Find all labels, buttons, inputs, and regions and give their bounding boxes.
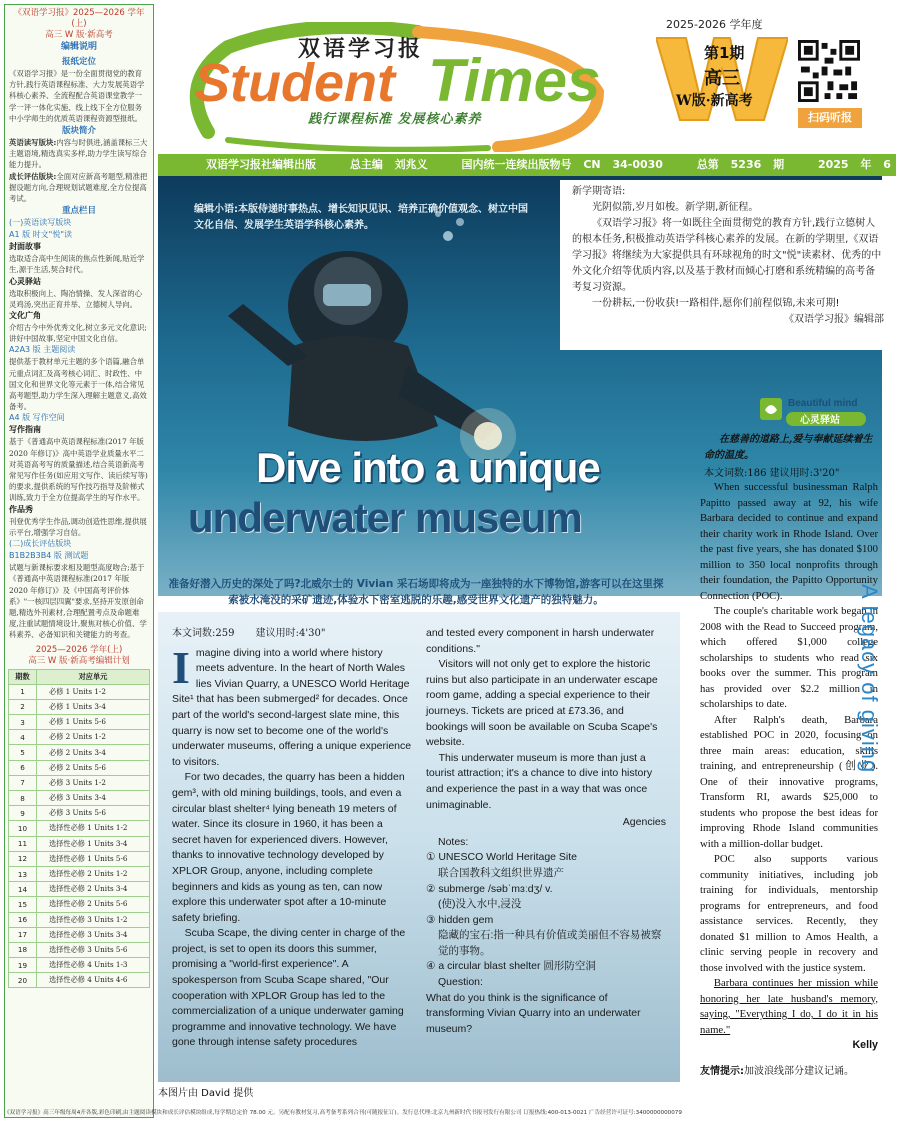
b-tests-text: 试题与新课标要求相及题型高度吻合;基于《普通高中英语课程标准(2017 年版 2020 年修订)》及《中国高考评价体系》"一核四层四翼"要求,坚持开发原创命题,精选外刊素材,合理配置考点及命题难度,注重试题情境设计,聚焦对核心价值、学科素养、必备知识和关键能力的考查。 [9,563,147,640]
grade-label: 高三 [704,68,740,89]
logo-student-word: Student [194,53,395,113]
plan-issue-cell: 5 [9,745,37,760]
plan-row [9,942,150,957]
plan-unit-cell: 选择性必修 2 Units 5-6 [37,897,150,912]
article-notes [426,835,666,1038]
version-growth-text: 全面对应新高考题型,精准把握设题方向,合理规划试题难度,全方位提高考试。 [9,171,148,204]
plan-issue-cell: 10 [9,821,37,836]
right-article-intro: 在慈善的道路上,爱与奉献延续着生命的温度。 [704,434,873,461]
reading-section-label: (一)英语读写版块 [9,218,72,228]
article-paragraph-3-cont: and tested every component in harsh underwater conditions." [426,627,655,655]
plan-unit-cell: 选择性必修 4 Units 1-3 [37,958,150,973]
mind-label: 心灵驿站 [9,276,41,286]
key-columns-heading: 重点栏目 [61,206,96,217]
plan-issue-cell: 6 [9,760,37,775]
editorial-sidebar [4,4,154,1118]
plan-unit-cell: 选择性必修 3 Units 3-4 [37,927,150,942]
plan-issue-cell: 3 [9,715,37,730]
photo-credit: 本图片由 David 提供 [158,1088,254,1099]
plan-row [9,927,150,942]
plan-row [9,715,150,730]
version-growth-label: 成长评估版块: [9,171,57,181]
badge-english-text: Beautiful mind [788,398,858,409]
plan-title: 2025—2026 学年(上) [35,644,123,655]
plan-issue-cell: 7 [9,775,37,790]
plan-header-row [9,669,150,684]
mind-text: 选取积极向上、陶冶情操、发人深省的心灵鸡汤,突出正育并举、立德树人导向。 [9,288,143,309]
version-reading-label: 英语读写版块: [9,138,57,148]
article-paragraph-1 [172,641,412,771]
publish-date-label: 2025 年 6 [817,158,891,171]
plan-issue-cell: 1 [9,684,37,699]
article-paragraph-5: This underwater museum is more than just a tourist attraction; it's a chance to dive into history and experience the past in a way that was once unimaginable. [426,751,653,811]
page-footer: 《双语学习报》高三年级每周4开各版,彩色印刷,由主题阅读模块和成长评估模块组成,每学期总定价 78.00 元。另配有教材复习,高考备考系列合刊(可随报征订)。发行总代理:北京九州新时代书报刊发行有限公司 订报热线:400-013-0021 广告经营许可证号:3400000000079 [4,1110,682,1116]
plan-issue-cell: 2 [9,699,37,714]
plan-unit-cell: 必修 1 Units 1-2 [37,684,150,699]
plan-unit-cell: 选择性必修 3 Units 5-6 [37,942,150,957]
friendly-tip [700,1064,880,1079]
writing-guide-label: 写作指南 [9,425,41,435]
issue-number: 第1期 [704,44,745,62]
plan-unit-cell: 选择性必修 2 Units 3-4 [37,882,150,897]
plan-issue-cell: 14 [9,882,37,897]
sidebar-edition-sub: 高三 W 版·新高考 [45,30,113,40]
note-3: ③ hidden gem [426,913,494,926]
plan-row [9,821,150,836]
growth-section-label: (二)成长评估版块 [9,539,72,549]
plan-row [9,958,150,973]
plan-issue-cell: 19 [9,958,37,973]
notes-heading: Notes: [438,835,469,848]
a1-label: A1 版 时文"悦"读 [9,230,73,240]
versions-heading: 版块简介 [61,126,96,137]
note-2: ② submerge /səbˈmɜːdʒ/ v. [426,882,553,895]
school-year: 2025-2026 学年度 [666,18,763,31]
note-3-cn: 隐藏的宝石:指一种具有价值或美丽但不容易被察觉的事物。 [438,929,662,957]
writing-guide-text: 基于《普通高中英语课程标准(2017 年版 2020 年修订)》高中英语学业质量水平二对英语高考写的质量描述,结合英语新高考常见写作任务(如应用文写作、读后续写等)的要求,提供系统的写作技巧指导及阶梯式训练,致力于全方位提高学生的写作水平。 [9,437,148,503]
plan-unit-cell: 选择性必修 1 Units 5-6 [37,851,150,866]
beautiful-mind-badge [760,392,870,428]
article-column-1 [172,626,412,1051]
plan-unit-cell: 选择性必修 4 Units 4-6 [37,973,150,988]
plan-unit-cell: 必修 1 Units 3-4 [37,699,150,714]
total-issue-label: 总第 5236 期 [696,158,785,171]
article-intro-cn: 准备好潜入历史的深处了吗?北威尔士的 Vivian 采石场即将成为一座独特的水下博物馆,游客可以在这里探索被水淹没的采矿遗迹,体验水下密室逃脱的乐趣,感受世界文化遗产的独特魅力。 [168,578,664,606]
publication-info-bar [158,154,896,176]
article-meta [172,626,412,642]
plan-row [9,775,150,790]
cover-story-label: 封面故事 [9,242,41,252]
note-4: ④ a circular blast shelter 圆形防空洞 [426,960,596,973]
article-column-2 [426,626,666,1037]
plan-issue-cell: 8 [9,791,37,806]
plan-issue-cell: 20 [9,973,37,988]
plan-row [9,791,150,806]
article-paragraph-4: Visitors will not only get to explore the historic ruins but also participate in an underwater escape room game, adding a special experience to their journeys. Tickets are priced at £73.36, and bookings will soon be available on Scuba Scape's website. [426,658,658,749]
right-paragraph-3: After Ralph's death, Barbara established POC in 2020, focusing on three main areas: education, skills training, and entrepreneurship (创业). One of their innovative programs, Transform RI, awards $25,000 to students who propose the best ideas for improving Rhode Island communities with a million-dollar budget. [700,713,878,850]
headline-line-2: underwater museum [188,494,582,541]
publisher-label: 双语学习报社编辑出版 [206,158,316,171]
right-paragraph-1: When successful businessman Ralph Papitto passed away at 92, his wife Barbara decided to continue and expand their charity work in Rhode Island. Over the past five years, she has donated $100 million to 350 local nonprofits through their foundation, the Papitto Opportunity Connection (POC). [700,481,878,602]
plan-issue-cell: 11 [9,836,37,851]
right-article-body [700,480,878,1054]
qr-code-icon[interactable] [798,40,860,102]
a2a3-label: A2A3 版 主题阅读 [9,345,76,355]
plan-unit-cell: 必修 3 Units 5-6 [37,806,150,821]
article-paragraph-2: For two decades, the quarry has been a hidden gem³, with old mining buildings, tools, and even a circular blast shelter⁴ lying beneath 19 meters of water. Since its closure in 1960, it has been a secret haven for experienced divers. However, thanks to innovative technology developed by XPLOR Group, anyone, including complete beginners and kids as young as ten, can now explore this underwater spot after a 10-minute safety briefing. [172,771,405,924]
article-time: 建议用时:4'30" [255,628,326,639]
plan-issue-cell: 17 [9,927,37,942]
plan-row [9,866,150,881]
sidebar-header [5,5,153,55]
culture-text: 介绍古今中外优秀文化,树立多元文化意识;讲好中国故事,坚定中国文化自信。 [9,323,147,344]
tip-text: 加波浪线部分建议记诵。 [744,1066,854,1077]
notice-closing: 一份耕耘,一份收获!一路相伴,愿你们前程似锦,未来可期! [592,298,840,309]
plan-issue-cell: 16 [9,912,37,927]
plan-row [9,699,150,714]
chief-editor-label: 总主编 刘兆义 [349,158,428,171]
notice-greeting: 新学期寄语: [572,186,626,197]
sidebar-edition-line: 《双语学习报》2025—2026 学年(上) [13,8,145,29]
plan-issue-cell: 12 [9,851,37,866]
plan-row [9,806,150,821]
works-label: 作品秀 [9,504,33,514]
plan-unit-cell: 必修 3 Units 1-2 [37,775,150,790]
plan-row [9,851,150,866]
plan-issue-cell: 15 [9,897,37,912]
plan-issue-cell: 13 [9,866,37,881]
masthead [158,4,896,154]
plan-row [9,836,150,851]
badge-chinese-text: 心灵驿站 [800,415,840,426]
right-article-author: Kelly [852,1039,878,1051]
note-2-cn: (使)没入水中,浸没 [438,898,522,911]
logo-times-word: Times [428,47,601,114]
plan-unit-cell: 选择性必修 1 Units 3-4 [37,836,150,851]
plan-row [9,882,150,897]
plan-unit-cell: 选择性必修 2 Units 1-2 [37,866,150,881]
version-reading-text: 内容与时俱进,涵盖课标三大主题语境,精选真实多样,助力学生读写综合能力提升。 [9,138,148,170]
a4-label: A4 版 写作空间 [9,413,65,423]
works-text: 刊登优秀学生作品,调动创造性思维,提供展示平台,增强学习自信。 [9,516,147,537]
positioning-text: 《双语学习报》是一份全面贯彻党的教育方针,践行英语课程标准、大力发展英语学科核心素养、全流程配合英语课堂教学一学一评一体化实施、线上线下全方位服务中小学师生的优质英语课程资源型报纸。 [9,69,145,123]
notice-signature: 《双语学习报》编辑部 [784,314,884,325]
new-semester-notice [560,180,896,350]
plan-unit-cell: 必修 2 Units 3-4 [37,745,150,760]
article-word-count: 本文词数:259 [172,628,235,639]
plan-issue-cell: 9 [9,806,37,821]
b-tests-label: B1B2B3B4 版 测试题 [9,551,89,561]
plan-row [9,684,150,699]
plan-unit-cell: 选择性必修 1 Units 1-2 [37,821,150,836]
plan-row [9,912,150,927]
plan-unit-cell: 必修 1 Units 5-6 [37,715,150,730]
qr-listen-label: 扫码听报 [798,108,862,128]
plan-subtitle: 高三 W 版·新高考编辑计划 [28,655,130,666]
plan-row [9,897,150,912]
plan-row [9,760,150,775]
plan-header-unit: 对应单元 [37,669,150,684]
edition-label: W版·新高考 [676,93,753,109]
cover-story-text: 选取适合高中生阅读的焦点性新闻,贴近学生,源于生活,契合时代。 [9,254,145,275]
article-paragraph-3: Scuba Scape, the diving center in charge of the project, is set to open its doors this summer, promising a "world-first experience". A spokesperson from Scuba Scape shared, "Our cooperation with XPLOR Group has led to the commercialization of a unique underwater gaming programme and innovative technology. We have gone through intense safety procedures [172,927,406,1049]
version-growth [5,171,153,205]
right-article-meta: 本文词数:186 建议用时:3'20" [704,468,840,479]
plan-unit-cell: 必修 2 Units 5-6 [37,760,150,775]
plan-unit-cell: 必修 2 Units 1-2 [37,730,150,745]
article-paragraph-1-text: magine diving into a world where history meets adventure. In the heart of North Wales lies Vivian Quarry, a UNESCO World Heritage Site¹ that has been submerged² for decades. Once part of the world's second-largest slate mine, this quarry is now set to become one of the world's underwater museums, offering a unique experience to visitors. [172,646,412,768]
plan-issue-cell: 18 [9,942,37,957]
sidebar-title: 编辑说明 [60,42,97,52]
plan-unit-cell: 必修 3 Units 3-4 [37,791,150,806]
plan-row [9,745,150,760]
plan-table-body [9,684,150,988]
edition-plan-table [8,669,150,989]
drop-cap: I [172,641,190,693]
notice-body: 《双语学习报》将一如既往全面贯彻党的教育方针,践行立德树人的根本任务,积极推动英语学科核心素养的发展。在新的学期里,《双语学习报》将继续为大家提供具有环球视角的时文"悦"读素材、优秀的中外文化介绍等优质内容,以及基于教材而倾心打磨和系统精编的高考备考复习资源。 [572,218,882,293]
version-reading [5,137,153,171]
note-1: ① UNESCO World Heritage Site [426,851,578,864]
serial-number-label: 国内统一连续出版物号 CN 34-0030 [461,158,663,171]
a2a3-text: 提供基于教材单元主题的多个语篇,融合单元重点词汇及高考核心词汇、时政性、中国文化和世界文化等元素于一体,结合常见高考题型,助力学生深入理解主题意义,高效备考。 [9,357,147,412]
notice-line-1: 光阴似箭,岁月如梭。新学期,新征程。 [592,202,759,213]
tip-label: 友情提示: [700,1066,744,1077]
logo-slogan: 践行课程标准 发展核心素养 [308,112,482,127]
diver-illustration [198,196,528,486]
right-paragraph-5: Barbara continues her mission while honoring her late husband's memory, saying, "Everything I do, I do it in his name." [700,977,878,1036]
plan-issue-cell: 4 [9,730,37,745]
right-paragraph-4: POC also supports various community initiatives, including job training for individuals, mentorship programs for entrepreneurs, and food assistance services. Recently, they donated $1 million to Amos Health, a clinic serving people in recovery and those involved with the justice system. [700,853,878,974]
question-heading: Question: [438,976,483,989]
positioning-heading: 报纸定位 [61,57,96,67]
plan-header-issue: 期数 [9,669,37,684]
logo-chinese-title: 双语学习报 [298,36,424,62]
editor-note: 编辑小语:本版侍递时事热点、增长知识见识、培养正确价值观念、树立中国文化自信、发展学生英语学科核心素养。 [194,204,528,231]
question-text: What do you think is the significance of transforming Vivian Quarry into an underwater museum? [426,991,641,1035]
article-source: Agencies [622,816,666,829]
plan-row [9,973,150,988]
headline-line-1: Dive into a unique [256,444,600,491]
right-article-title: A legacy of giving [857,584,882,774]
plan-row [9,730,150,745]
plan-unit-cell: 选择性必修 3 Units 1-2 [37,912,150,927]
right-paragraph-2: The couple's charitable work began in 2008 with the Read to Succeed program, which offered $1,000 college scholarships to students who read six books over the summer. This program has provided over $2.2 million in scholarships to date. [700,605,878,710]
note-1-cn: 联合国教科文组织世界遗产 [438,866,564,879]
culture-label: 文化广角 [9,311,41,321]
